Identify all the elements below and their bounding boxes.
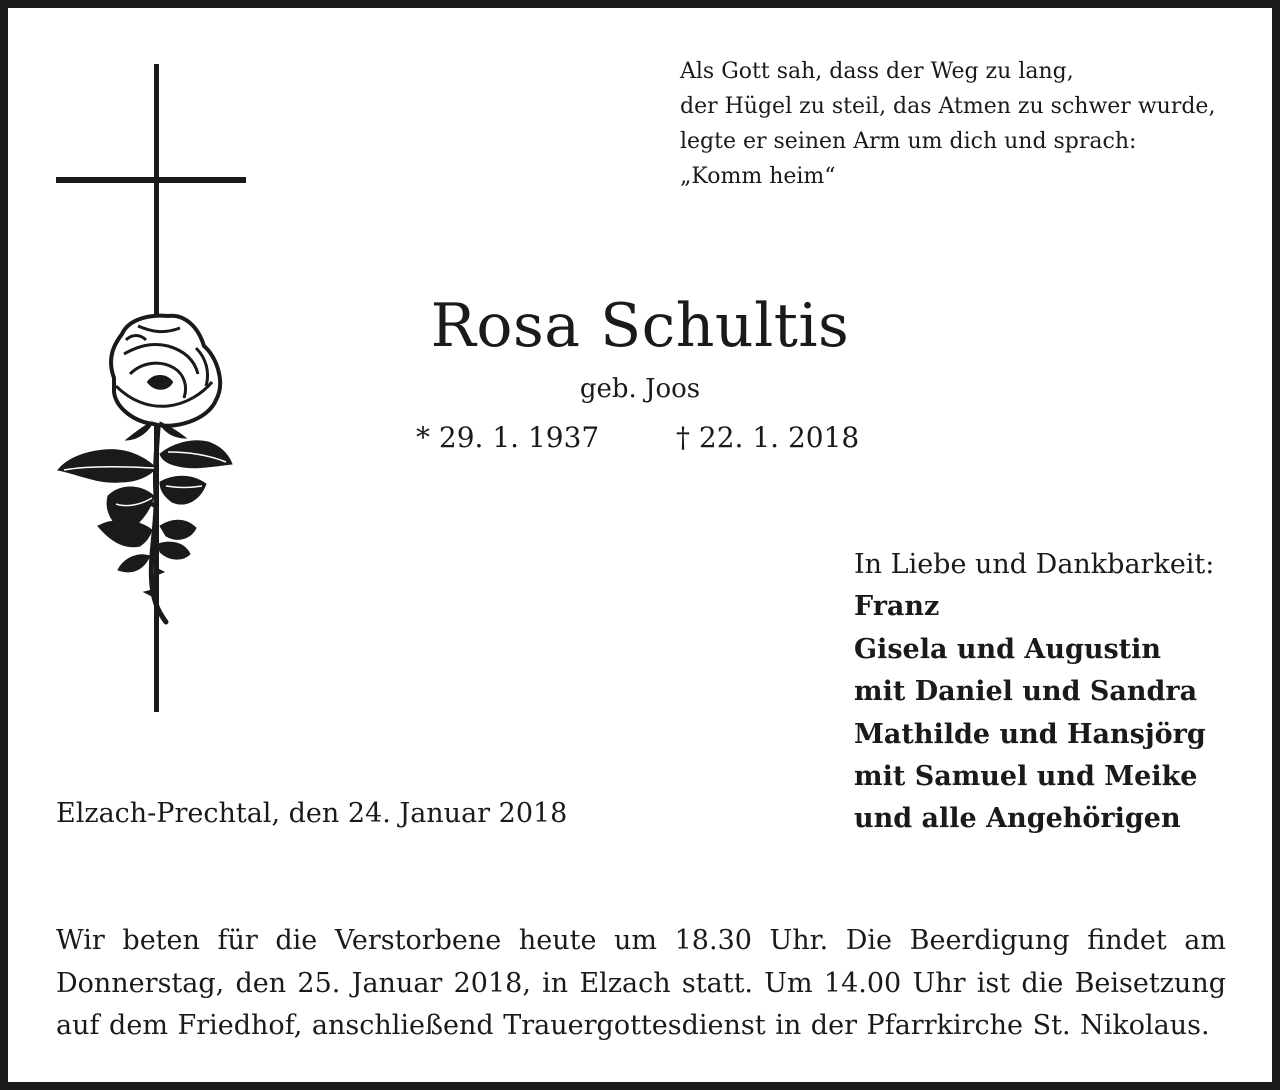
memorial-poem (680, 54, 1250, 194)
poem-line: „Komm heim“ (680, 164, 836, 189)
poem-line: Als Gott sah, dass der Weg zu lang, (680, 59, 1074, 84)
poem-line: legte er seinen Arm um dich und sprach: (680, 129, 1137, 154)
mourner-name: mit Samuel und Meike (854, 761, 1198, 793)
birth-name: geb. Joos (579, 374, 701, 404)
mourner-name: mit Daniel und Sandra (854, 676, 1198, 708)
mourners-intro: In Liebe und Dankbarkeit: (854, 549, 1215, 580)
mourner-name: Gisela und Augustin (854, 633, 1162, 665)
mourner-name: und alle Angehörigen (854, 803, 1181, 835)
funeral-service-details: Wir beten für die Verstorbene heute um 18.30 Uhr. Die Beerdigung findet am Donnerstag, den 25. Januar 2018, in Elzach statt. Um 14.00 Uhr ist die Beisetzung auf dem Friedhof, anschließend Trauergottesdienst in der Pfarrkirche St. Nikolaus. (56, 925, 1226, 1041)
death-date: † 22. 1. 2018 (676, 421, 860, 454)
poem-line: der Hügel zu steil, das Atmen zu schwer wurde, (680, 94, 1216, 119)
deceased-name: Rosa Schultis (430, 291, 850, 361)
mourner-name: Mathilde und Hansjörg (854, 718, 1206, 750)
place-and-date: Elzach-Prechtal, den 24. Januar 2018 (56, 798, 568, 829)
birth-date: * 29. 1. 1937 (416, 421, 600, 454)
mourners-list (854, 544, 1214, 841)
mourner-name: Franz (854, 591, 940, 623)
